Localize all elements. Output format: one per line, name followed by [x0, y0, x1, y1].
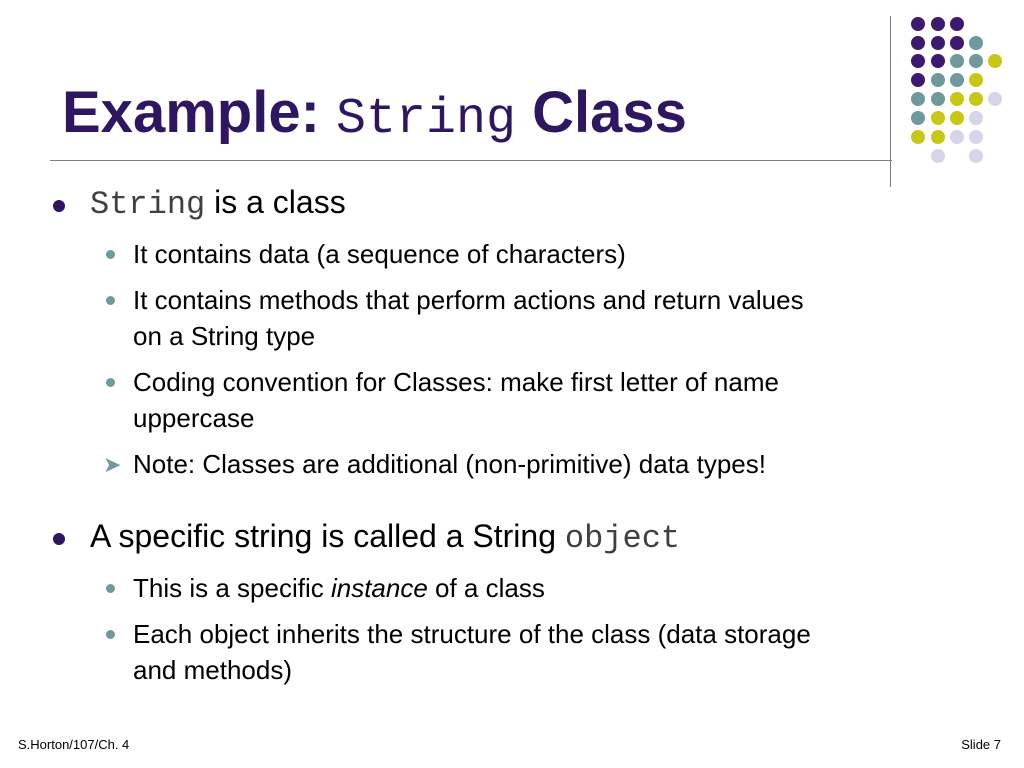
grid-dot	[969, 130, 983, 144]
sub-bullet-convention-line1: Coding convention for Classes: make first letter of name	[133, 367, 779, 397]
text-part: This is a specific	[133, 573, 331, 603]
grid-dot	[988, 92, 1002, 106]
title-prefix: Example:	[62, 80, 336, 145]
footer-slide-number: Slide 7	[961, 737, 1001, 752]
sub-bullet-note: Note: Classes are additional (non-primitive) data types!	[133, 449, 766, 479]
text-part: of a class	[427, 573, 545, 603]
level2-bullet-dot	[106, 584, 115, 593]
grid-dot	[911, 54, 925, 68]
grid-dot	[950, 111, 964, 125]
level1-bullet-dot	[53, 200, 65, 212]
bullet-text: is a class	[205, 184, 346, 220]
grid-dot	[911, 130, 925, 144]
grid-dot	[931, 111, 945, 125]
slide-title	[62, 78, 687, 155]
title-suffix: Class	[516, 80, 687, 145]
grid-dot	[950, 17, 964, 31]
grid-dot	[950, 54, 964, 68]
code-word-string: String	[90, 186, 206, 223]
grid-dot	[969, 149, 983, 163]
sub-bullet-convention-line2: uppercase	[133, 403, 255, 433]
footer-author: S.Horton/107/Ch. 4	[18, 737, 130, 752]
grid-dot	[911, 73, 925, 87]
grid-dot	[931, 149, 945, 163]
sub-bullet-inherits-line2: and methods)	[133, 655, 292, 685]
grid-dot	[911, 17, 925, 31]
emphasis-instance: instance	[330, 573, 428, 603]
grid-dot	[931, 17, 945, 31]
grid-dot	[911, 36, 925, 50]
bullet-specific-string	[90, 518, 680, 557]
grid-dot	[950, 73, 964, 87]
vertical-divider	[890, 16, 891, 187]
grid-dot	[969, 111, 983, 125]
sub-bullet-methods-line2: on a String type	[133, 321, 316, 351]
sub-bullet-contains-data: It contains data (a sequence of characters)	[133, 239, 626, 269]
grid-dot	[911, 92, 925, 106]
grid-dot	[911, 111, 925, 125]
grid-dot	[931, 54, 945, 68]
grid-dot	[969, 92, 983, 106]
level2-bullet-dot	[106, 630, 115, 639]
arrow-bullet-icon: ➤	[103, 452, 122, 477]
grid-dot	[931, 130, 945, 144]
grid-dot	[988, 54, 1002, 68]
grid-dot	[931, 92, 945, 106]
bullet-text: A specific string is called a String	[90, 518, 565, 554]
title-code-word: String	[336, 91, 517, 148]
code-word-object: object	[564, 520, 681, 557]
sub-bullet-methods-line1: It contains methods that perform actions and return values	[133, 285, 804, 315]
bullet-string-is-a-class	[90, 184, 346, 223]
grid-dot	[969, 73, 983, 87]
level2-bullet-dot	[106, 296, 115, 305]
grid-dot	[969, 54, 983, 68]
grid-dot	[969, 36, 983, 50]
sub-bullet-inherits-line1: Each object inherits the structure of the class (data storage	[133, 619, 811, 649]
level2-bullet-dot	[106, 250, 115, 259]
grid-dot	[931, 36, 945, 50]
sub-bullet-instance	[133, 570, 545, 606]
grid-dot	[931, 73, 945, 87]
grid-dot	[950, 92, 964, 106]
grid-dot	[950, 130, 964, 144]
level2-bullet-dot	[106, 378, 115, 387]
title-divider	[50, 160, 892, 161]
level1-bullet-dot	[53, 533, 65, 545]
grid-dot	[950, 36, 964, 50]
